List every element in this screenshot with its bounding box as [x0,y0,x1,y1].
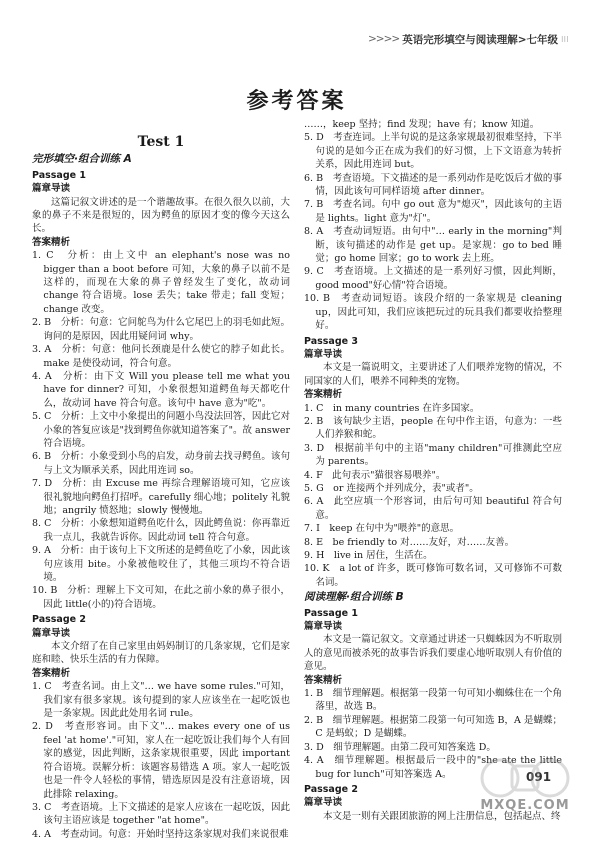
header-dots: ⁝⁝⁝ [561,34,569,44]
answer-item: 1. C in many countries 在许多国家。 [304,402,480,414]
header-arrows: >>>> [368,33,400,45]
answer-item: 7. D 分析：由 Excuse me 再综合理解语境可知，它应该很礼貌地向鳄鱼打招呼。carefully 细心地；politely 礼貌地；angrily 愤怒地；slowly 慢慢地。 [32,478,290,516]
passage-2-label: Passage 2 [304,783,358,795]
answer-item: 4. F 此句表示"猫很容易喂养"。 [304,469,446,481]
answer-item: 2. B 细节理解题。根据第二段第一句可知选 B，A 是蝴蝶；C 是蚂蚁；D 是蝴蝶。 [304,714,562,740]
guide-text: 本文介绍了在自己家里由妈妈制订的几条家规，它们是家庭和睦、快乐生活的有力保障。 [32,641,290,666]
answer-item: 3. C 考查语境。上下文描述的是家人应该在一起吃饭，因此该句主语应该是 together "at home"。 [32,801,290,827]
section-heading-a: 完形填空·组合训练 A [32,153,132,166]
guide-label: 篇章导读 [304,797,343,809]
answer-item: 6. A 此空应填一个形容词，由后句可知 beautiful 符合句意。 [304,496,562,521]
answer-item: ……，keep 坚持；find 发现；have 有；know 知道。 [304,119,540,130]
right-column [304,118,562,823]
test-title: Test 1 [137,134,185,150]
guide-text: 本文是一篇记叙文。文章通过讲述一只蜘蛛因为不听取别人的意见而被杀死的故事告诉我们要虚心地听取别人有价值的意见。 [304,634,562,673]
answer-item: 2. B 该句缺少主语，people 在句中作主语，句意为：一些人们养猴和蛇。 [304,415,562,441]
passage-1-label: Passage 1 [32,169,86,181]
answer-item: 10. B 分析：理解上下文可知，在此之前小象的鼻子很小，因此 little(小的)符合语境。 [32,585,290,610]
guide-text: 本文是一则有关跟团旅游的网上注册信息，包括起点、终 [323,810,561,822]
answer-item: 5. D 考查连词。上半句说的是这条家规最初很难坚持，下半句说的是如今正在成为我们的好习惯，上下文语意为转折关系，因此用连词 but。 [304,132,562,171]
answer-item: 3. D 细节理解题。由第二段可知答案选 D。 [304,741,496,753]
left-column [32,136,290,841]
analysis-label: 答案精析 [32,667,71,679]
running-header [368,30,573,48]
answer-item: 2. D 考查形容词。由下文"… makes every one of us feel 'at home'."可知，家人在一起吃饭让我们每个人有回家的感觉，因此判断，这条家规很重要，因此 important 符合语境。误解分析：该题容易错选 A 项。家人一起吃饭也是一件令人轻松的事情，错选原因是没有注意语境，因此排除 relaxing。 [32,721,290,800]
answer-item: 2. B 分析：句意：它问鸵鸟为什么它尾巴上的羽毛如此短。询问的是原因，因此用疑问词 why。 [32,317,290,342]
guide-label: 篇章导读 [32,183,71,195]
header-title: 英语完形填空与阅读理解>七年级 [402,33,559,46]
answer-item: 10. B 考查动词短语。该段介绍的一条家规是 cleaning up，因此可知，我们应该把玩过的玩具我们都要收拾整理好。 [304,293,562,332]
answer-item: 8. E be friendly to 对……友好，对……友善。 [304,536,515,548]
answer-item: 1. B 细节理解题。根据第一段第一句可知小蜘蛛住在一个角落里，故选 B。 [304,688,562,713]
watermark-text: MXQE.COM [480,798,570,813]
answer-item: 1. C 分析：由上文中 an elephant's nose was no bigger than a boot before 可知，大象的鼻子以前不是这样的，而现在大象的鼻子曾经发生了变化，故动词 change 符合语境。lose 丢失；take 带走；fall 变短；change 改变。 [32,250,290,315]
answer-item: 3. A 分析：句意：他问长颈鹿是什么使它的脖子如此长。make 是使役动词，符合句意。 [32,344,290,369]
analysis-label: 答案精析 [304,674,343,686]
answer-item: 4. A 分析：由下文 Will you please tell me what you have for dinner? 可知，小象很想知道鳄鱼每天都吃什么，故动词 have 符合句意。该句中 have 意为"吃"。 [32,370,290,409]
passage-1-label: Passage 1 [304,607,358,619]
guide-text: 这篇记叙文讲述的是一个谐趣故事。在很久很久以前，大象的鼻子不来是很短的，因为鳄鱼的原因才变的像今天这么长。 [32,196,290,235]
answer-item: 10. K a lot of 许多，既可修饰可数名词，又可修饰不可数名词。 [304,563,562,588]
guide-label: 篇章导读 [304,348,343,360]
guide-label: 篇章导读 [32,627,71,639]
answer-item: 4. A 细节理解题。根据最后一段中的"she ate the little bug for lunch"可知答案选 A。 [304,755,562,780]
answer-item: 7. B 考查名词。句中 go out 意为"熄灭"，因此该句的主语是 lights。light 意为"灯"。 [304,199,562,224]
answer-item: 5. G or 连接两个并列成分，表"或者"。 [304,482,479,494]
answer-item: 7. I keep 在句中为"喂养"的意思。 [304,523,460,535]
section-heading-b: 阅读理解·组合训练 B [304,591,404,604]
answer-item: 4. A 考查动词。句意：开始时坚持这条家规对我们来说很难 [32,828,289,840]
answer-item: 8. A 考查动词短语。由句中"… early in the morning"判断，该句描述的动作是 get up。是家规：go to bed 睡觉；go home 回家；go to work 去上班。 [304,226,562,265]
answer-item: 6. B 分析：小象受到小鸟的启发，动身前去找寻鳄鱼。该句与上文为顺承关系，因此用连词 so。 [32,451,290,476]
answer-item: 3. D 根据前半句中的主语"many children"可推测此空应为 parents。 [304,442,562,468]
guide-text: 本文是一篇说明文，主要讲述了人们喂养宠物的情况，不同国家的人们，喂养不同种类的宠物。 [304,362,562,387]
analysis-label: 答案精析 [304,389,343,401]
analysis-label: 答案精析 [32,236,71,248]
answer-item: 6. B 考查语境。下文描述的是一系列动作是吃饭后才做的事情，因此该句可同样语境 after dinner。 [304,172,562,198]
passage-2-label: Passage 2 [32,614,86,626]
answer-item: 9. H live in 居住，生活在。 [304,550,433,561]
passage-3-label: Passage 3 [304,335,358,347]
guide-label: 篇章导读 [304,621,343,633]
page-number: 091 [526,770,552,784]
answer-item: 5. C 分析：上文中小象提出的问题小鸟没法回答，因此它对小象的答复应该是"找到鳄鱼你就知道答案了"。故 answer 符合语境。 [32,411,290,449]
answer-item: 8. C 分析：小象想知道鳄鱼吃什么，因此鳄鱼说：你再靠近我一点儿，我就告诉你。因此动词 tell 符合句意。 [32,518,290,543]
answer-item: 9. C 考查语境。上文描述的是一系列好习惯，因此判断，good mood"好心情"符合语境。 [304,266,562,291]
answer-item: 1. C 考查名词。由上文"… we have some rules."可知，我们家有很多家规。该句提到的家人应该坐在一起吃饭也是一条家规。因此此处用名词 rule。 [32,681,290,720]
page-title: 参考答案 [246,89,347,114]
answer-item: 9. A 分析：由于该句上下文所述的是鳄鱼吃了小象，因此该句应该用 bite。小象被他咬住了，其他三项均不符合语境。 [32,545,290,583]
